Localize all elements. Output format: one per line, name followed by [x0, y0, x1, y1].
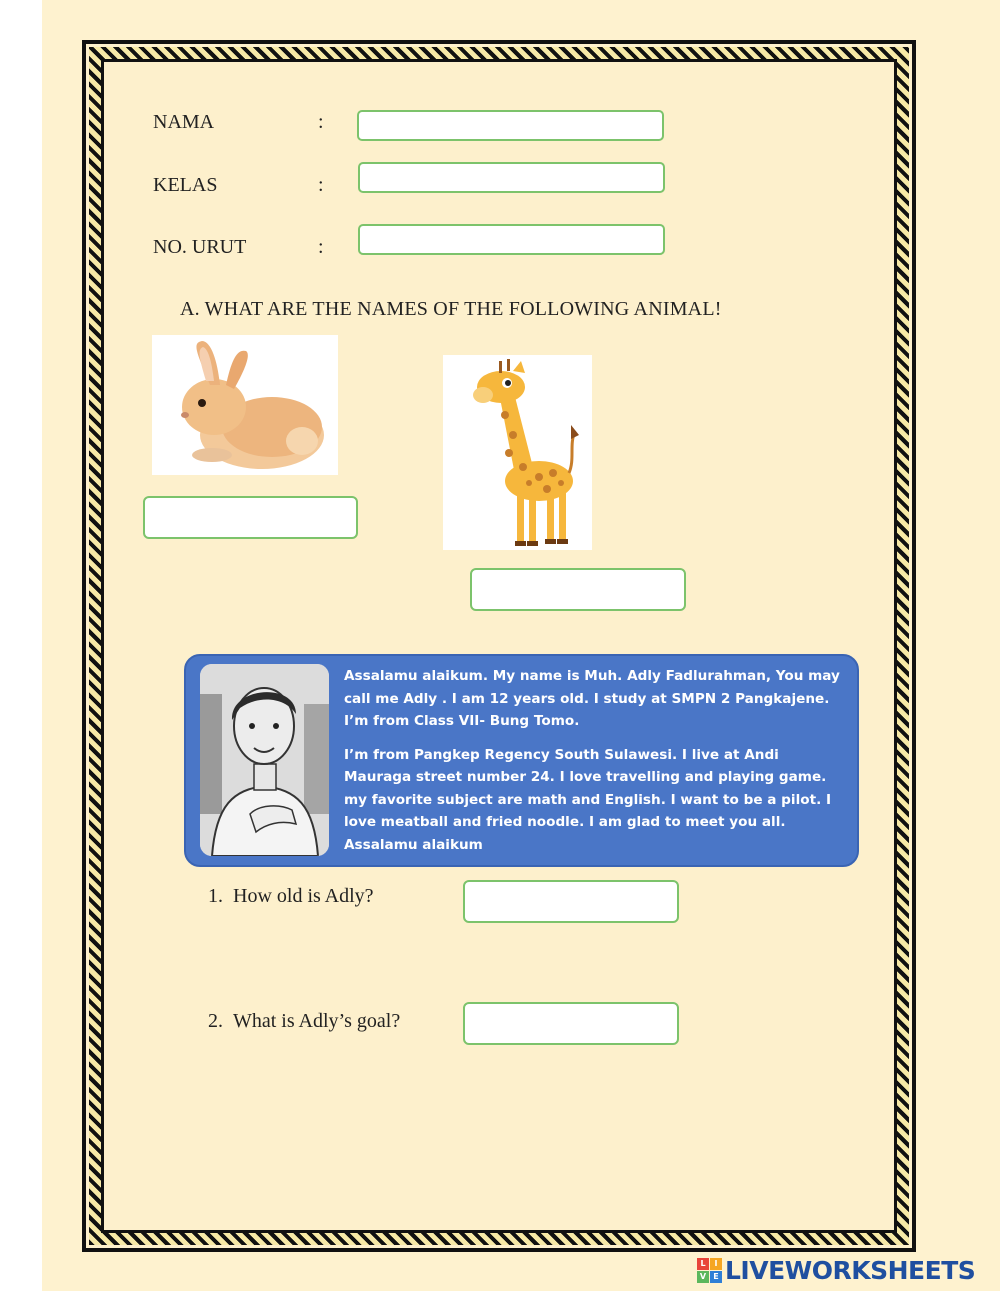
logo-letter-e: E [710, 1271, 722, 1283]
class-label: KELAS [153, 174, 218, 196]
serial-number-label: NO. URUT [153, 236, 247, 258]
name-field[interactable] [357, 110, 664, 141]
page-left-margin [0, 0, 42, 1291]
reading-text [344, 665, 844, 867]
question-2-answer-field[interactable] [463, 1002, 679, 1045]
liveworksheets-logo-text: LIVEWORKSHEETS [725, 1255, 976, 1285]
class-colon: : [318, 174, 324, 196]
question-1 [208, 885, 374, 908]
giraffe-answer-field[interactable] [470, 568, 686, 611]
logo-letter-i: I [710, 1258, 722, 1270]
reading-paragraph-2: I’m from Pangkep Regency South Sulawesi. I live at Andi Mauraga street number 24. I love travelling and playing game. my favorite subject are math and English. I want to be a pilot. I love meatball and fried noodle. I am glad to meet you all. Assalamu alaikum [344, 746, 832, 853]
logo-letter-v: V [697, 1271, 709, 1283]
rabbit-icon [152, 335, 338, 475]
question-2-text: What is Adly’s goal? [233, 1010, 401, 1032]
question-1-text: How old is Adly? [233, 885, 374, 907]
reading-paragraph-1: Assalamu alaikum. My name is Muh. Adly Fadlurahman, You may call me Adly . I am 12 years old. I study at SMPN 2 Pangkajene. I’m from Class VII- Bung Tomo. [344, 668, 840, 729]
liveworksheets-logo-mark [697, 1258, 722, 1283]
name-label: NAMA [153, 111, 215, 133]
name-colon: : [318, 111, 324, 133]
serial-number-colon: : [318, 236, 324, 258]
question-1-answer-field[interactable] [463, 880, 679, 923]
boy-portrait-icon [200, 664, 329, 856]
rabbit-answer-field[interactable] [143, 496, 358, 539]
question-1-number: 1. [208, 885, 223, 907]
logo-letter-l: L [697, 1258, 709, 1270]
question-2 [208, 1010, 400, 1033]
liveworksheets-logo[interactable] [697, 1255, 975, 1285]
serial-number-field[interactable] [358, 224, 665, 255]
class-field[interactable] [358, 162, 665, 193]
section-a-title: A. WHAT ARE THE NAMES OF THE FOLLOWING ANIMAL! [180, 298, 722, 320]
question-2-number: 2. [208, 1010, 223, 1032]
giraffe-icon [443, 355, 592, 550]
